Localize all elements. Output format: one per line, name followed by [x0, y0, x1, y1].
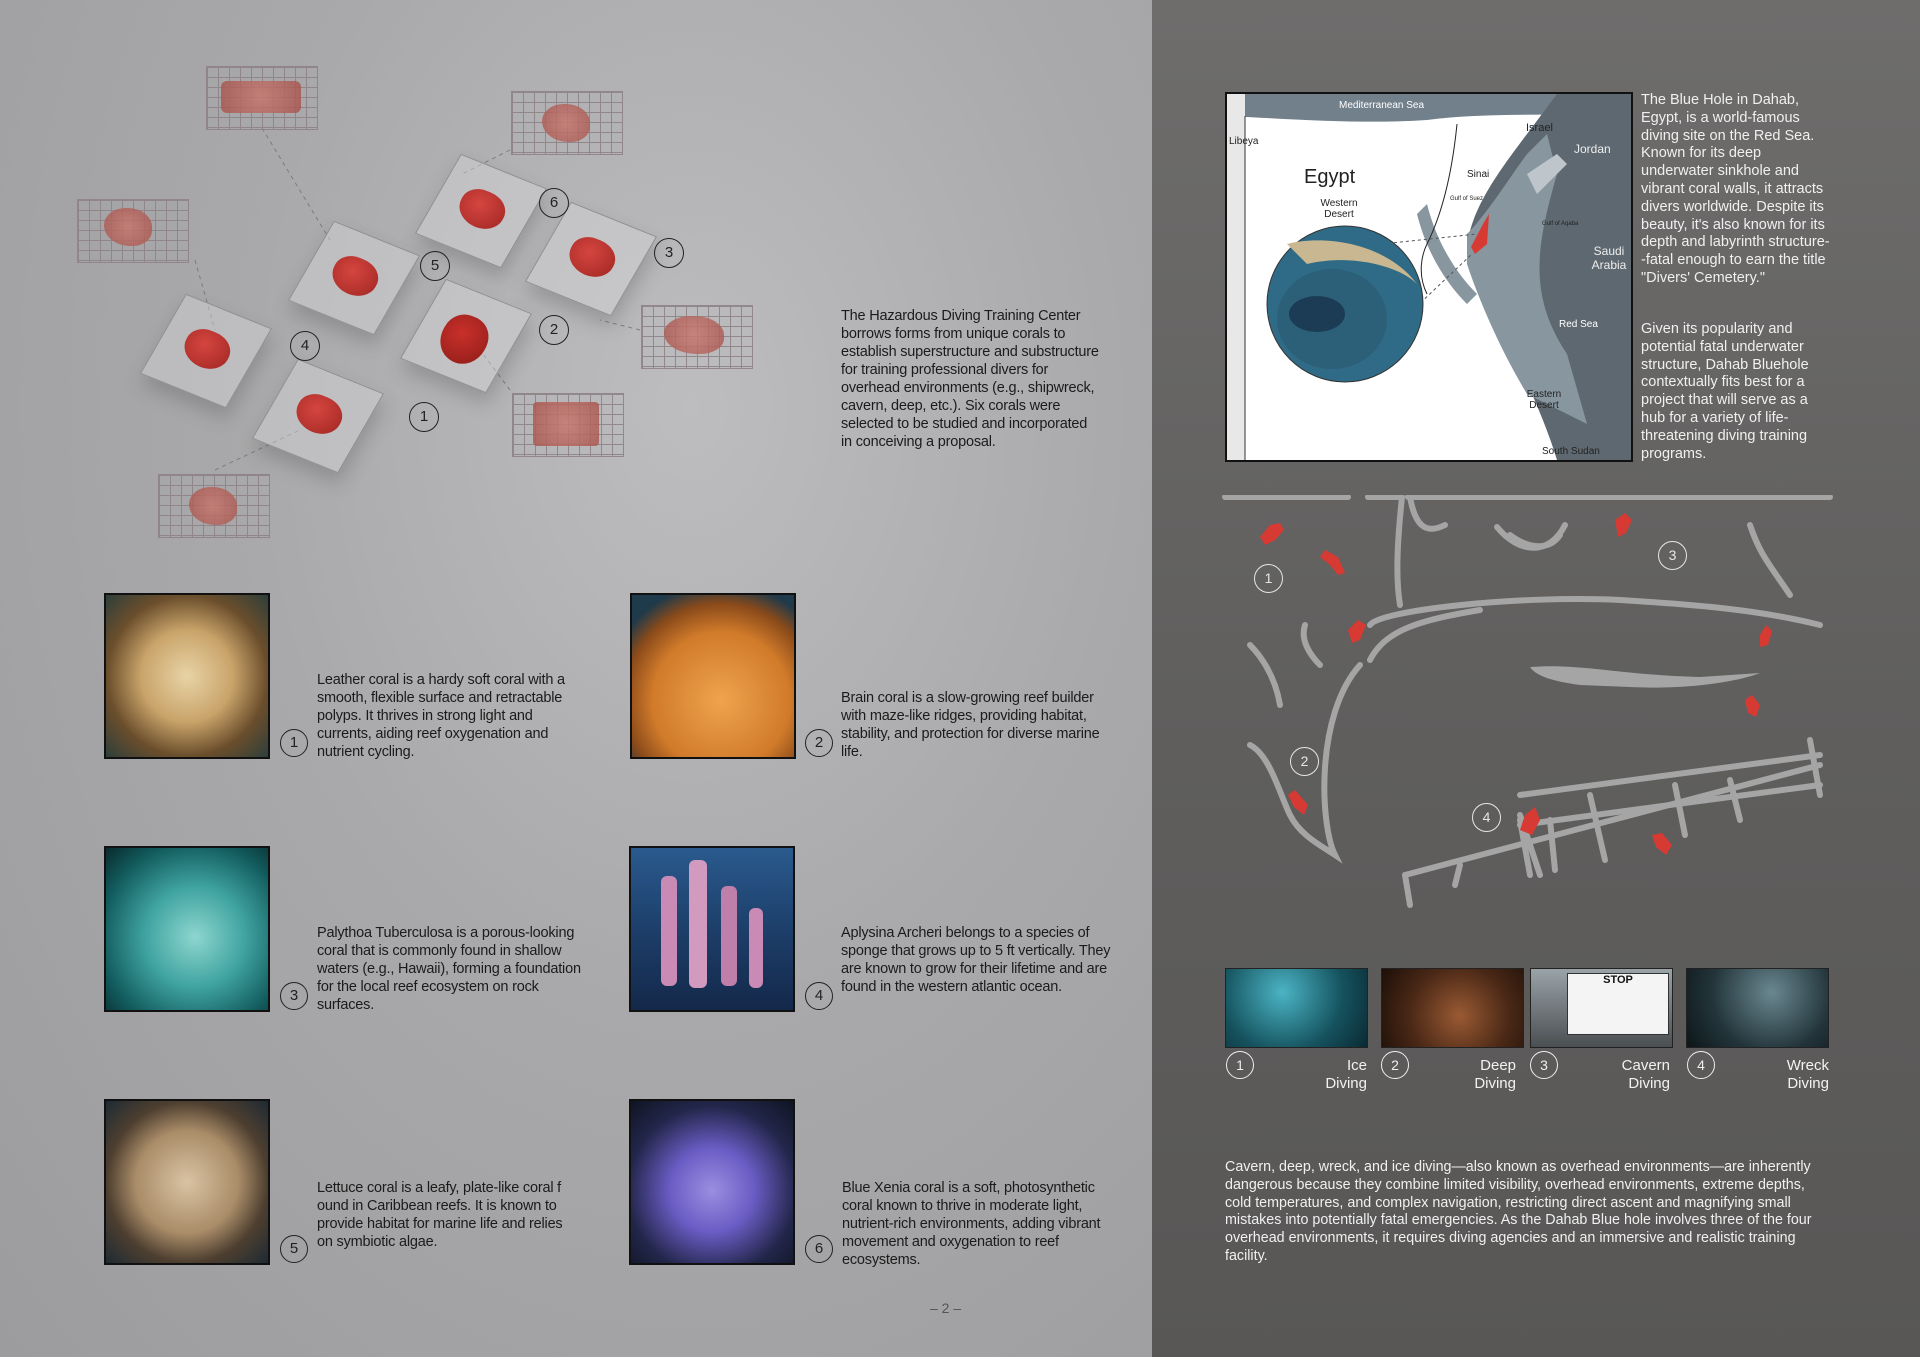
- map-label-eastern-desert: Eastern Desert: [1526, 389, 1562, 411]
- diving-number-4: 4: [1687, 1051, 1715, 1079]
- coral-grid-plan-4: [77, 199, 189, 263]
- stop-sign-text: STOP: [1603, 974, 1633, 986]
- blue-hole-paragraph-2: Given its popularity and potential fatal underwater structure, Dahab Bluehole contextually fits best for a project that will serve as a hub for a variety of life-threatening diving training programs.: [1641, 321, 1809, 462]
- coral-number-6: 6: [805, 1235, 833, 1263]
- diving-label-ice-2: Diving: [1325, 1075, 1367, 1092]
- diagram-marker-2: 2: [1290, 747, 1319, 776]
- map-label-libeya: Libeya: [1229, 136, 1259, 147]
- diagram-marker-3: 3: [1658, 541, 1687, 570]
- coral-text-4: Aplysina Archeri belongs to a species of sponge that grows up to 5 ft vertically. They are known to grow for their lifetime and are found in the western atlantic ocean.: [841, 925, 1111, 995]
- map-label-gulf-suez: Gulf of Suez: [1450, 196, 1484, 202]
- egypt-map: [1225, 92, 1633, 462]
- coral-number-3: 3: [280, 982, 308, 1010]
- diving-number-2: 2: [1381, 1051, 1409, 1079]
- thumb-wreck-diving: [1686, 968, 1829, 1048]
- coral-number-2: 2: [805, 729, 833, 757]
- diagram-marker-1: 1: [1254, 564, 1283, 593]
- diagram-number-1: 1: [409, 402, 439, 432]
- coral-number-5: 5: [280, 1235, 308, 1263]
- coral-text-1: Leather coral is a hardy soft coral with a smooth, flexible surface and retractable polyps. It thrives in strong light and currents, aiding reef oxygenation and nutrient cycling.: [317, 672, 565, 760]
- diving-label-deep: [1426, 1057, 1516, 1093]
- coral-photo-lettuce: [104, 1099, 270, 1265]
- diagram-number-6: 6: [539, 188, 569, 218]
- diving-label-ice: [1277, 1057, 1367, 1093]
- map-label-saudi: Saudi Arabia: [1591, 244, 1627, 272]
- coral-grid-plan-6: [511, 91, 623, 155]
- coral-photo-aplysina: [629, 846, 795, 1012]
- coral-photo-brain: [630, 593, 796, 759]
- coral-photo-blue-xenia: [629, 1099, 795, 1265]
- map-label-israel: Israel: [1526, 122, 1553, 134]
- blue-hole-paragraph-1: The Blue Hole in Dahab, Egypt, is a world-famous diving site on the Red Sea. Known for its deep underwater sinkhole and vibrant coral walls, it attracts divers worldwide. Despite its beauty, it's also known for its depth and labyrinth structure--fatal enough to earn the title "Divers' Cemetery.": [1641, 92, 1830, 286]
- diving-number-1: 1: [1226, 1051, 1254, 1079]
- diagram-number-2: 2: [539, 315, 569, 345]
- thumb-ice-diving: [1225, 968, 1368, 1048]
- coral-grid-plan-3: [641, 305, 753, 369]
- diving-section-diagram: [1220, 495, 1840, 915]
- map-label-jordan: Jordan: [1574, 142, 1611, 156]
- diagram-marker-4: 4: [1472, 803, 1501, 832]
- diagram-number-4: 4: [290, 331, 320, 361]
- diving-label-wreck-2: Diving: [1787, 1075, 1829, 1092]
- coral-photo-palythoa: [104, 846, 270, 1012]
- coral-number-1: 1: [280, 729, 308, 757]
- coral-text-5: Lettuce coral is a leafy, plate-like coral f ound in Caribbean reefs. It is known to provide habitat for marine life and relies on symbiotic algae.: [317, 1180, 563, 1250]
- diving-label-cavern: [1580, 1057, 1670, 1093]
- map-label-egypt: Egypt: [1304, 166, 1356, 188]
- map-label-mediterranean: Mediterranean Sea: [1339, 100, 1425, 111]
- coral-grid-plan-1: [158, 474, 270, 538]
- coral-grid-plan-5: [206, 66, 318, 130]
- diving-label-deep-2: Diving: [1474, 1075, 1516, 1092]
- thumb-deep-diving: [1381, 968, 1524, 1048]
- diving-label-wreck: [1739, 1057, 1829, 1093]
- coral-photo-leather: [104, 593, 270, 759]
- stop-sign: [1567, 973, 1669, 1035]
- coral-text-3: Palythoa Tuberculosa is a porous-looking coral that is commonly found in shallow waters (e.g., Hawaii), forming a foundation for the local reef ecosystem on rock surfaces.: [317, 925, 581, 1013]
- diving-number-3: 3: [1530, 1051, 1558, 1079]
- coral-grid-plan-2: [512, 393, 624, 457]
- map-label-red-sea: Red Sea: [1559, 319, 1598, 330]
- coral-text-2: Brain coral is a slow-growing reef builder with maze-like ridges, providing habitat, stability, and protection for diverse marine life.: [841, 690, 1100, 760]
- diagram-number-5: 5: [420, 251, 450, 281]
- page-number: – 2 –: [930, 1300, 962, 1316]
- diving-label-wreck-1: Wreck: [1786, 1057, 1829, 1074]
- map-label-south-sudan: South Sudan: [1542, 446, 1600, 457]
- map-label-gulf-aqaba: Gulf of Aqaba: [1542, 221, 1579, 227]
- map-shapes: [1227, 94, 1631, 460]
- map-label-western-desert: Western Desert: [1320, 198, 1358, 220]
- diving-label-cavern-1: Cavern: [1621, 1057, 1670, 1074]
- diving-label-cavern-2: Diving: [1628, 1075, 1670, 1092]
- map-label-sinai: Sinai: [1467, 169, 1490, 180]
- diving-label-ice-1: Ice: [1346, 1057, 1367, 1074]
- coral-number-4: 4: [805, 982, 833, 1010]
- overhead-environments-text: Cavern, deep, wreck, and ice diving—also known as overhead environments—are inherently dangerous because they combine limited visibility, overhead environments, extreme depths, cold temperatures, and complex navigation, restricting direct ascent and magnifying small mistakes into potentially fatal emergencies. As the Dahab Blue hole involves three of the four overhead environments, it requires diving agencies and an immersive and realistic training facility.: [1225, 1159, 1812, 1264]
- diving-label-deep-1: Deep: [1480, 1057, 1516, 1074]
- thumb-cavern-diving: [1530, 968, 1673, 1048]
- coral-text-6: Blue Xenia coral is a soft, photosynthetic coral known to thrive in moderate light, nutrient-rich environments, adding vibrant movement and oxygenation to reef ecosystems.: [842, 1180, 1101, 1268]
- intro-text: The Hazardous Diving Training Center borrows forms from unique corals to establish superstructure and substructure for training professional divers for overhead environments (e.g., shipwreck, cavern, deep, etc.). Six corals were selected to be studied and incorporated in conceiving a proposal.: [841, 308, 1099, 450]
- diagram-number-3: 3: [654, 238, 684, 268]
